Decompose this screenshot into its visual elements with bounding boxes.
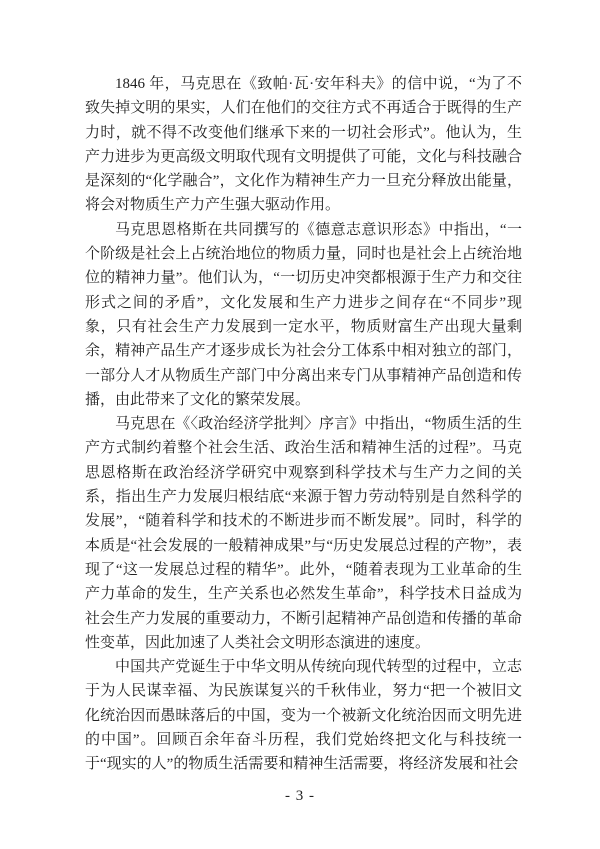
- paragraph-1: 1846 年，马克思在《致帕·瓦·安年科夫》的信中说，“为了不致失掉文明的果实，人们在他们的交往方式不再适合于既得的生产力时，就不得不改变他们继承下来的一切社会形式”。他认为，生产力进步为更高级文明取代现有文明提供了可能，文化与科技融合是深刻的“化学融合”，文化作为精神生产力一旦充分释放出能量，将会对物质生产力产生强大驱动作用。: [85, 76, 522, 214]
- document-body: [85, 72, 522, 777]
- paragraph-2: 马克思恩格斯在共同撰写的《德意志意识形态》中指出，“一个阶级是社会上占统治地位的物质力量，同时也是社会上占统治地位的精神力量”。他们认为，“一切历史冲突都根源于生产力和交往形式之间的矛盾”，文化发展和生产力进步之间存在“不同步”现象，只有社会生产力发展到一定水平，物质财富生产出现大量剩余，精神产品生产才逐步成长为社会分工体系中相对独立的部门，一部分人才从物质生产部门中分离出来专门从事精神产品创造和传播，由此带来了文化的繁荣发展。: [85, 221, 522, 408]
- page-number: - 3 -: [285, 788, 315, 804]
- paragraph-4: 中国共产党诞生于中华文明从传统向现代转型的过程中，立志于为人民谋幸福、为民族谋复兴的千秋伟业，努力“把一个被旧文化统治因而愚昧落后的中国，变为一个被新文化统治因而文明先进的中国”。回顾百余年奋斗历程，我们党始终把文化与科技统一于“现实的人”的物质生活需要和精神生活需要，将经济发展和社会: [85, 659, 522, 773]
- paragraph-3: 马克思在《〈政治经济学批判〉序言》中指出，“物质生活的生产方式制约着整个社会生活、政治生活和精神生活的过程”。马克思恩格斯在政治经济学研究中观察到科学技术与生产力之间的关系，指出生产力发展归根结底“来源于智力劳动特别是自然科学的发展”，“随着科学和技术的不断进步而不断发展”。同时，科学的本质是“社会发展的一般精神成果”与“历史发展总过程的产物”，表现了“这一发展总过程的精华”。此外，“随着表现为工业革命的生产力革命的发生，生产关系也必然发生革命”，科学技术日益成为社会生产力发展的重要动力，不断引起精神产品创造和传播的革命性变革，因此加速了人类社会文明形态演进的速度。: [85, 416, 522, 651]
